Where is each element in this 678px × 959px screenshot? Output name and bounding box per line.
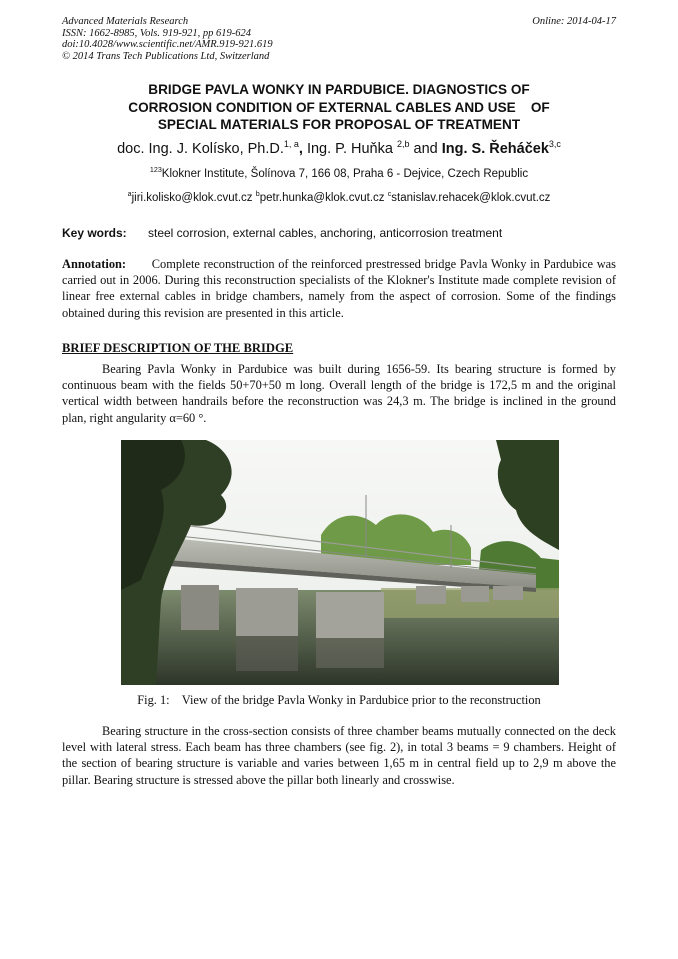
author-2: Ing. P. Huňka	[306, 141, 397, 157]
body-paragraph-1-text: Bearing Pavla Wonky in Pardubice was built during 1656-59. Its bearing structure is formed by continuous beam with the fields 50+70+50 m long. Overall length of the bridge is 172,5 m and the original vertical width between handrails before the reconstruction was 24,3 m. The bridge is inclined in the ground plan, right angularity α=60 °.	[62, 362, 616, 425]
annotation-text: Complete reconstruction of the reinforced prestressed bridge Pavla Wonky in Pardubice was carried out in 2006. During this reconstruction specialists of the Klokner's Institute made complete revision of linear free external cables in bridge chambers, namely from the aspect of corrosion. Some of the findings obtained during this revision are presented in this article.	[62, 257, 616, 320]
bridge-photo	[121, 440, 559, 685]
issn-line: ISSN: 1662-8985, Vols. 919-921, pp 619-624	[62, 27, 251, 39]
journal-header	[62, 16, 616, 62]
author-list	[62, 141, 616, 157]
title-line-2: CORROSION CONDITION OF EXTERNAL CABLES AND USE OF	[128, 99, 550, 115]
title-line-3: SPECIAL MATERIALS FOR PROPOSAL OF TREATMENT	[157, 117, 521, 132]
annotation-label: Annotation:	[62, 257, 127, 271]
email-a-marker: a	[127, 190, 132, 199]
keywords-text: steel corrosion, external cables, anchoring, anticorrosion treatment	[148, 226, 503, 240]
paper-title	[62, 81, 616, 134]
email-c[interactable]: stanislav.rehacek@klok.cvut.cz	[391, 192, 551, 204]
author-separator-and: and	[409, 141, 442, 157]
body-paragraph-2-text: Bearing structure in the cross-section consists of three chamber beams mutually connected on the deck level with lateral stress. Each beam has three chambers (see fig. 2), in total 3 beams = 9 chambers. Height of the section of bearing structure is variable and varies between 1,65 m in central field up to 2,9 m above the pillar. Bearing structure is stressed above the pillar both linearly and crosswise.	[62, 724, 616, 787]
affiliation	[62, 168, 616, 180]
copyright-line: © 2014 Trans Tech Publications Ltd, Switzerland	[62, 50, 270, 62]
author-2-marker: 2,b	[396, 139, 410, 150]
author-1-marker: 1, a	[283, 139, 299, 150]
email-list	[62, 192, 616, 204]
figure-caption: Fig. 1: View of the bridge Pavla Wonky in Pardubice prior to the reconstruction	[137, 693, 541, 707]
section-heading: BRIEF DESCRIPTION OF THE BRIDGE	[62, 341, 294, 355]
author-1: doc. Ing. J. Kolísko, Ph.D.	[117, 141, 284, 157]
online-date: Online: 2014-04-17	[532, 16, 616, 27]
email-b-marker: b	[255, 190, 260, 199]
body-paragraph-2	[62, 723, 616, 788]
body-paragraph-1	[62, 361, 616, 426]
author-3-marker: 3,c	[548, 139, 561, 150]
doi-line[interactable]: doi:10.4028/www.scientific.net/AMR.919-921.619	[62, 39, 273, 51]
annotation-paragraph	[62, 256, 616, 321]
author-separator: ,	[298, 141, 307, 157]
affiliation-marker: 123	[149, 166, 162, 175]
email-b[interactable]: petr.hunka@klok.cvut.cz	[259, 192, 388, 204]
keywords-label: Key words:	[62, 226, 127, 240]
affiliation-text: Klokner Institute, Šolínova 7, 166 08, Praha 6 - Dejvice, Czech Republic	[161, 168, 529, 180]
email-c-marker: c	[387, 190, 392, 199]
email-a[interactable]: jiri.kolisko@klok.cvut.cz	[131, 192, 256, 204]
author-3: Ing. S. Řeháček	[441, 141, 549, 157]
bridge-photo-drawing	[121, 440, 559, 685]
keywords	[62, 226, 616, 240]
journal-name: Advanced Materials Research	[62, 16, 189, 27]
title-line-1: BRIDGE PAVLA WONKY IN PARDUBICE. DIAGNOSTICS OF	[148, 82, 530, 97]
